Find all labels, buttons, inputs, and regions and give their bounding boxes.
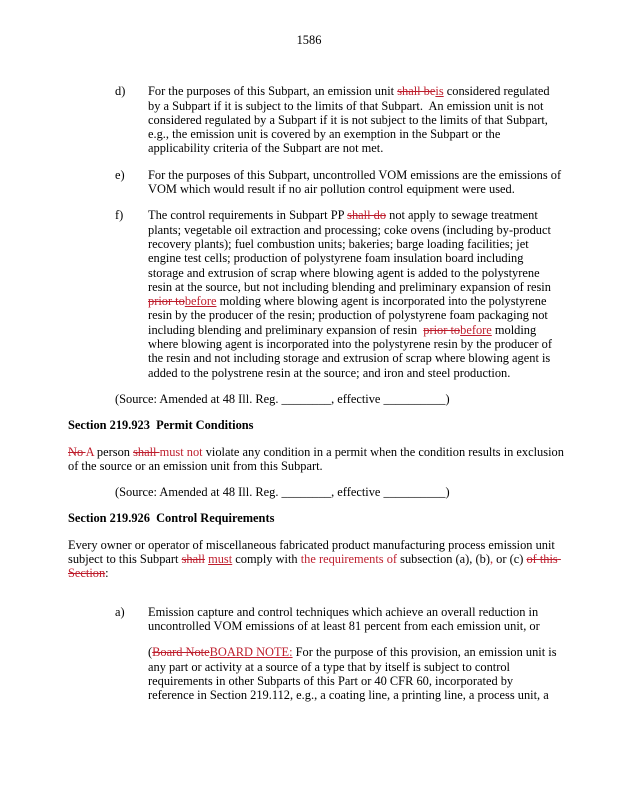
item-d (115, 84, 568, 155)
item-a-label: a) (115, 604, 125, 619)
item-f-label: f) (115, 208, 124, 223)
text-run: the requirements of (300, 552, 398, 567)
text-run: shall (133, 444, 160, 459)
text-run: (Source: Amended at 48 Ill. Reg. ________, effective __________) (115, 391, 450, 406)
document-content (0, 84, 618, 702)
text-run: violate any condition in a permit when the condition results in exclusion of the source or an emission unit from this Subpart. (68, 444, 568, 473)
item-f-text (148, 208, 562, 380)
item-f (115, 208, 568, 380)
text-run: , (489, 552, 494, 567)
text-run: before (184, 294, 217, 309)
text-run: person (93, 444, 134, 459)
text-run: subsection (a), (b) (397, 552, 490, 567)
item-a-text (148, 605, 562, 634)
item-e-label: e) (115, 167, 125, 182)
board-note (148, 645, 562, 702)
text-run: shall do (347, 208, 387, 223)
item-d-label: d) (115, 84, 126, 99)
text-run: molding where blowing agent is incorporated into the polystyrene resin by the producer of the resin and not including storage and extrusion of scrap where blowing agent is added to the polystrene resin at the source; and iron and steel production. (148, 322, 556, 380)
text-run: ( (148, 645, 153, 660)
text-run: must (208, 552, 233, 567)
para-section-219-923 (68, 445, 568, 474)
text-run: shall be (397, 84, 436, 99)
heading-section-219-923 (68, 418, 568, 432)
text-run: molding where blowing agent is incorporated into the polystyrene resin by the producer of the resin; production of polystyrene foam packaging not including blending and preliminary expansion of resin (148, 294, 551, 337)
text-run: comply with (232, 552, 301, 567)
text-run: Section 219.923 Permit Conditions (68, 418, 254, 433)
text-run: or (c) (493, 552, 527, 567)
text-run: For the purposes of this Subpart, an emission unit (148, 84, 398, 99)
text-run: before (460, 322, 492, 337)
heading-section-219-926 (68, 511, 568, 525)
text-run: Every owner or operator of miscellaneous fabricated product manufacturing process emission unit subject to this Subpart (68, 537, 558, 567)
item-d-text (148, 84, 562, 155)
text-run: considered regulated by a Subpart if it is subject to the limits of that Subpart. An emission unit is not considered regulated by a Subpart if it is not subject to the limits of that Subpart, e.g., the emission unit is covered by an exemption in the Subpart or the applicability criteria of the Subpart are not met. (148, 84, 553, 156)
text-run: prior to (148, 294, 185, 309)
text-run: is (435, 84, 444, 99)
page-number: 1586 (296, 33, 322, 47)
item-e-text (148, 168, 562, 197)
text-run: Emission capture and control techniques which achieve an overall reduction in uncontrolled VOM emissions of at least 81 percent from each emission unit, or (148, 604, 542, 633)
text-run: prior to (423, 322, 461, 337)
text-run: must not (159, 444, 203, 459)
text-run: For the purpose of this provision, an emission unit is any part or activity at a source of a type that by itself is subject to control requirements in other Subparts of this Part or 40 CFR 60, incorporated by reference in Section 219.112, e.g., a coating line, a printing line, a process unit, a (148, 645, 560, 703)
text-run: The control requirements in Subpart PP (148, 208, 348, 223)
text-run: Section 219.926 Control Requirements (68, 511, 275, 526)
text-run: BOARD NOTE: (209, 645, 293, 660)
source-line-2 (115, 485, 568, 499)
text-run: shall (181, 552, 205, 567)
item-e (115, 168, 568, 197)
text-run: No (68, 444, 86, 459)
source-line-1 (115, 392, 568, 406)
text-run: : (105, 566, 109, 581)
text-run: A (85, 444, 94, 459)
item-a (115, 605, 568, 634)
text-run: not apply to sewage treatment plants; vegetable oil extraction and processing; coke ovens (including by-product recovery plants); fuel combustion units; bakeries; barge loading facilities; jet engine test cells; production of polystyrene foam insulation board including storage and extrusion of scrap where blowing agent is added to the polystyrene resin at the source, but not including blending and preliminary expansion of resin (148, 208, 555, 294)
para-section-219-926 (68, 538, 568, 581)
text-run: (Source: Amended at 48 Ill. Reg. ________, effective __________) (115, 485, 450, 500)
text-run: Board Note (152, 645, 210, 660)
text-run: of this Section (68, 552, 561, 581)
text-run: For the purposes of this Subpart, uncontrolled VOM emissions are the emissions of VOM which would result if no air pollution control equipment were used. (148, 167, 564, 197)
